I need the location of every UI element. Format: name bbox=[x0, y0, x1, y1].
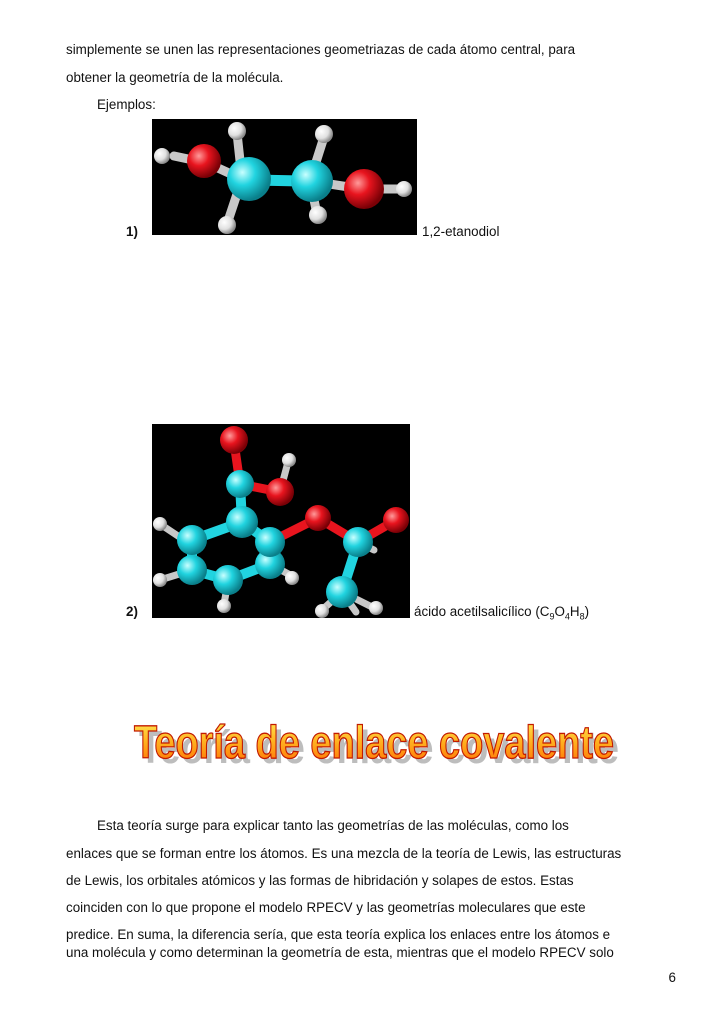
example-1-name: 1,2-etanodiol bbox=[422, 224, 500, 239]
example-2-name: ácido acetilsalicílico $(C_9O_4H_8)$ bbox=[414, 604, 590, 622]
intro-line-1: simplemente se unen las representaciones geometriazas de cada átomo central, para bbox=[66, 42, 576, 57]
section-title-shadow: Teoría de enlace covalente bbox=[139, 721, 619, 773]
example-2-number: 2) bbox=[126, 604, 138, 619]
body-line-6: una molécula y como determinan la geometría de esta, mientras que el modelo RPECV solo bbox=[66, 945, 614, 960]
body-line-5: predice. En suma, la diferencia sería, que esta teoría explica los enlaces entre los átomos e bbox=[66, 927, 611, 942]
ethanediol-molecule-image bbox=[152, 119, 417, 235]
body-line-3: de Lewis, los orbitales atómicos y las formas de hibridación y solapes de estos. Estas bbox=[66, 873, 574, 888]
aspirin-molecule-image bbox=[152, 424, 410, 618]
body-line-4: coinciden con lo que propone el modelo RPECV y las geometrías moleculares que este bbox=[66, 900, 586, 915]
intro-line-2: obtener la geometría de la molécula. bbox=[66, 70, 284, 85]
page-number: 6 bbox=[668, 970, 676, 985]
example-1-number: 1) bbox=[126, 224, 138, 239]
section-title-wordart bbox=[124, 702, 624, 774]
section-title: Teoría de enlace covalente bbox=[134, 716, 614, 768]
body-line-1: Esta teoría surge para explicar tanto las geometrías de las moléculas, como los bbox=[97, 818, 569, 833]
examples-label: Ejemplos: bbox=[97, 97, 156, 112]
body-line-2: enlaces que se forman entre los átomos. Es una mezcla de la teoría de Lewis, las estructuras bbox=[66, 846, 622, 861]
